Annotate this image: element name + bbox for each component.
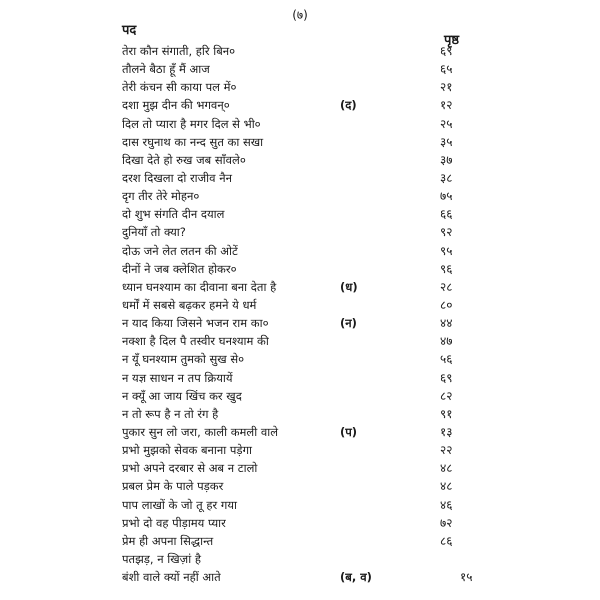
- entry-title: दिखा देते हो रुख जब साँवले०: [122, 152, 246, 167]
- section-letter: (ब, व): [340, 570, 372, 585]
- entry-title: न यूँ घनश्याम तुमको सुख से०: [122, 352, 245, 367]
- entry-page-number: १२: [440, 98, 453, 113]
- entry-title: प्रेम ही अपना सिद्धान्त: [122, 533, 214, 548]
- entry-title: प्रबल प्रेम के पाले पड़कर: [122, 479, 224, 494]
- entry-page-number: ४७: [440, 334, 453, 349]
- entry-title: दास रघुनाथ का नन्द सुत का सखा: [122, 134, 264, 149]
- index-row: [0, 205, 600, 223]
- entry-title: प्रभो अपने दरबार से अब न टालो: [122, 461, 258, 476]
- entry-page-number: ९१: [440, 406, 453, 421]
- entry-title: दिल तो प्यारा है मगर दिल से भी०: [122, 116, 261, 131]
- index-row: [0, 350, 600, 368]
- index-row: [0, 568, 600, 586]
- entry-page-number: १५: [460, 570, 473, 585]
- section-letter: (ध): [340, 279, 358, 294]
- index-row: [0, 514, 600, 532]
- entry-title: ध्यान घनश्याम का दीवाना बना देता है: [122, 279, 277, 294]
- entry-title: पुकार सुन लो जरा, काली कमली वाले: [122, 424, 279, 439]
- index-row: [0, 115, 600, 133]
- index-row: [0, 332, 600, 350]
- section-letter: (द): [340, 98, 357, 113]
- index-row: [0, 532, 600, 550]
- entry-page-number: ४८: [440, 479, 453, 494]
- entry-page-number: ३७: [440, 152, 453, 167]
- entry-page-number: ६५: [440, 62, 453, 77]
- entry-title: धर्मों में सबसे बढ़कर हमने ये धर्म: [122, 297, 257, 312]
- entry-title: दीनों ने जब क्लेशित होकर०: [122, 261, 237, 276]
- index-row: [0, 459, 600, 477]
- entry-title: न यज्ञ साधन न तप क्रियायें: [122, 370, 233, 385]
- index-row: [0, 42, 600, 60]
- section-letter: (न): [340, 316, 357, 331]
- entry-title: पाप लाखों के जो तू हर गया: [122, 497, 237, 512]
- index-row: [0, 496, 600, 514]
- entry-page-number: ५६: [440, 352, 453, 367]
- entry-page-number: ८२: [440, 388, 453, 403]
- entry-page-number: २८: [440, 279, 453, 294]
- entry-page-number: ६६: [440, 207, 453, 222]
- entry-title: न तो रूप है न तो रंग है: [122, 406, 219, 421]
- index-row: [0, 151, 600, 169]
- entry-page-number: ३५: [440, 134, 453, 149]
- entry-page-number: ९२: [440, 225, 453, 240]
- entry-page-number: ८०: [440, 297, 453, 312]
- index-row: [0, 405, 600, 423]
- entry-title: दुनियाँ तो क्या?: [122, 225, 186, 240]
- entry-page-number: ७२: [440, 515, 453, 530]
- section-letter: (प): [340, 424, 358, 439]
- entry-title: बंशी वाले क्यों नहीं आते: [122, 570, 221, 585]
- entry-title: दृग तीर तेरे मोहन०: [122, 189, 200, 204]
- entry-page-number: ६९: [440, 44, 453, 58]
- entry-title: तेरा कौन संगाती, हरि बिन०: [122, 44, 236, 58]
- index-row: [0, 169, 600, 187]
- entry-page-number: ८६: [440, 533, 453, 548]
- entry-page-number: २१: [440, 80, 453, 95]
- page-number: (७): [292, 8, 308, 22]
- index-row: [0, 278, 600, 296]
- index-row: [0, 133, 600, 151]
- index-row: [0, 242, 600, 260]
- index-row: [0, 78, 600, 96]
- entry-page-number: ४८: [440, 461, 453, 476]
- entry-page-number: ६९: [440, 370, 453, 385]
- index-row: [0, 260, 600, 278]
- entry-title: दरश दिखला दो राजीव नैन: [122, 170, 232, 185]
- index-row: [0, 369, 600, 387]
- entry-page-number: २५: [440, 116, 453, 131]
- entry-title: न याद किया जिसने भजन राम का०: [122, 316, 269, 331]
- index-row: [0, 223, 600, 241]
- entry-page-number: ९६: [440, 261, 453, 276]
- entry-title: तेरी कंचन सी काया पल में०: [122, 80, 237, 95]
- index-row: [0, 550, 600, 568]
- index-row: [0, 477, 600, 495]
- index-row: [0, 60, 600, 78]
- entry-title: प्रभो मुझको सेवक बनाना पड़ेगा: [122, 443, 253, 458]
- entry-title: पतझड़, न खिज़ां है: [122, 551, 201, 566]
- index-row: [0, 296, 600, 314]
- column-header-page: पृष्ठ: [444, 33, 460, 48]
- entry-page-number: २२: [440, 443, 453, 458]
- index-row: [0, 187, 600, 205]
- entry-page-number: ७५: [440, 189, 453, 204]
- entry-page-number: ४४: [440, 316, 453, 331]
- entry-page-number: ४६: [440, 497, 453, 512]
- entry-title: प्रभो दो वह पीड़ामय प्यार: [122, 515, 226, 530]
- index-row: [0, 387, 600, 405]
- entry-title: तौलने बैठा हूँ मैं आज: [122, 62, 210, 77]
- entry-title: नक्शा है दिल पै तस्वीर घनश्याम की: [122, 334, 269, 349]
- entry-page-number: ९५: [440, 243, 453, 258]
- entry-title: न क्यूँ आ जाय खिंच कर खुद: [122, 388, 242, 403]
- entry-title: दो शुभ संगति दीन दयाल: [122, 207, 225, 222]
- entry-page-number: ३८: [440, 170, 453, 185]
- column-header-pad: पद: [122, 23, 137, 38]
- index-row: [0, 314, 600, 332]
- entry-page-number: १३: [440, 424, 453, 439]
- entry-title: दशा मुझ दीन की भगवन्०: [122, 98, 230, 113]
- index-list: [0, 42, 600, 586]
- entry-title: दोऊ जने लेत लतन की ओटें: [122, 243, 238, 258]
- index-row: [0, 96, 600, 114]
- index-row: [0, 441, 600, 459]
- index-row: [0, 423, 600, 441]
